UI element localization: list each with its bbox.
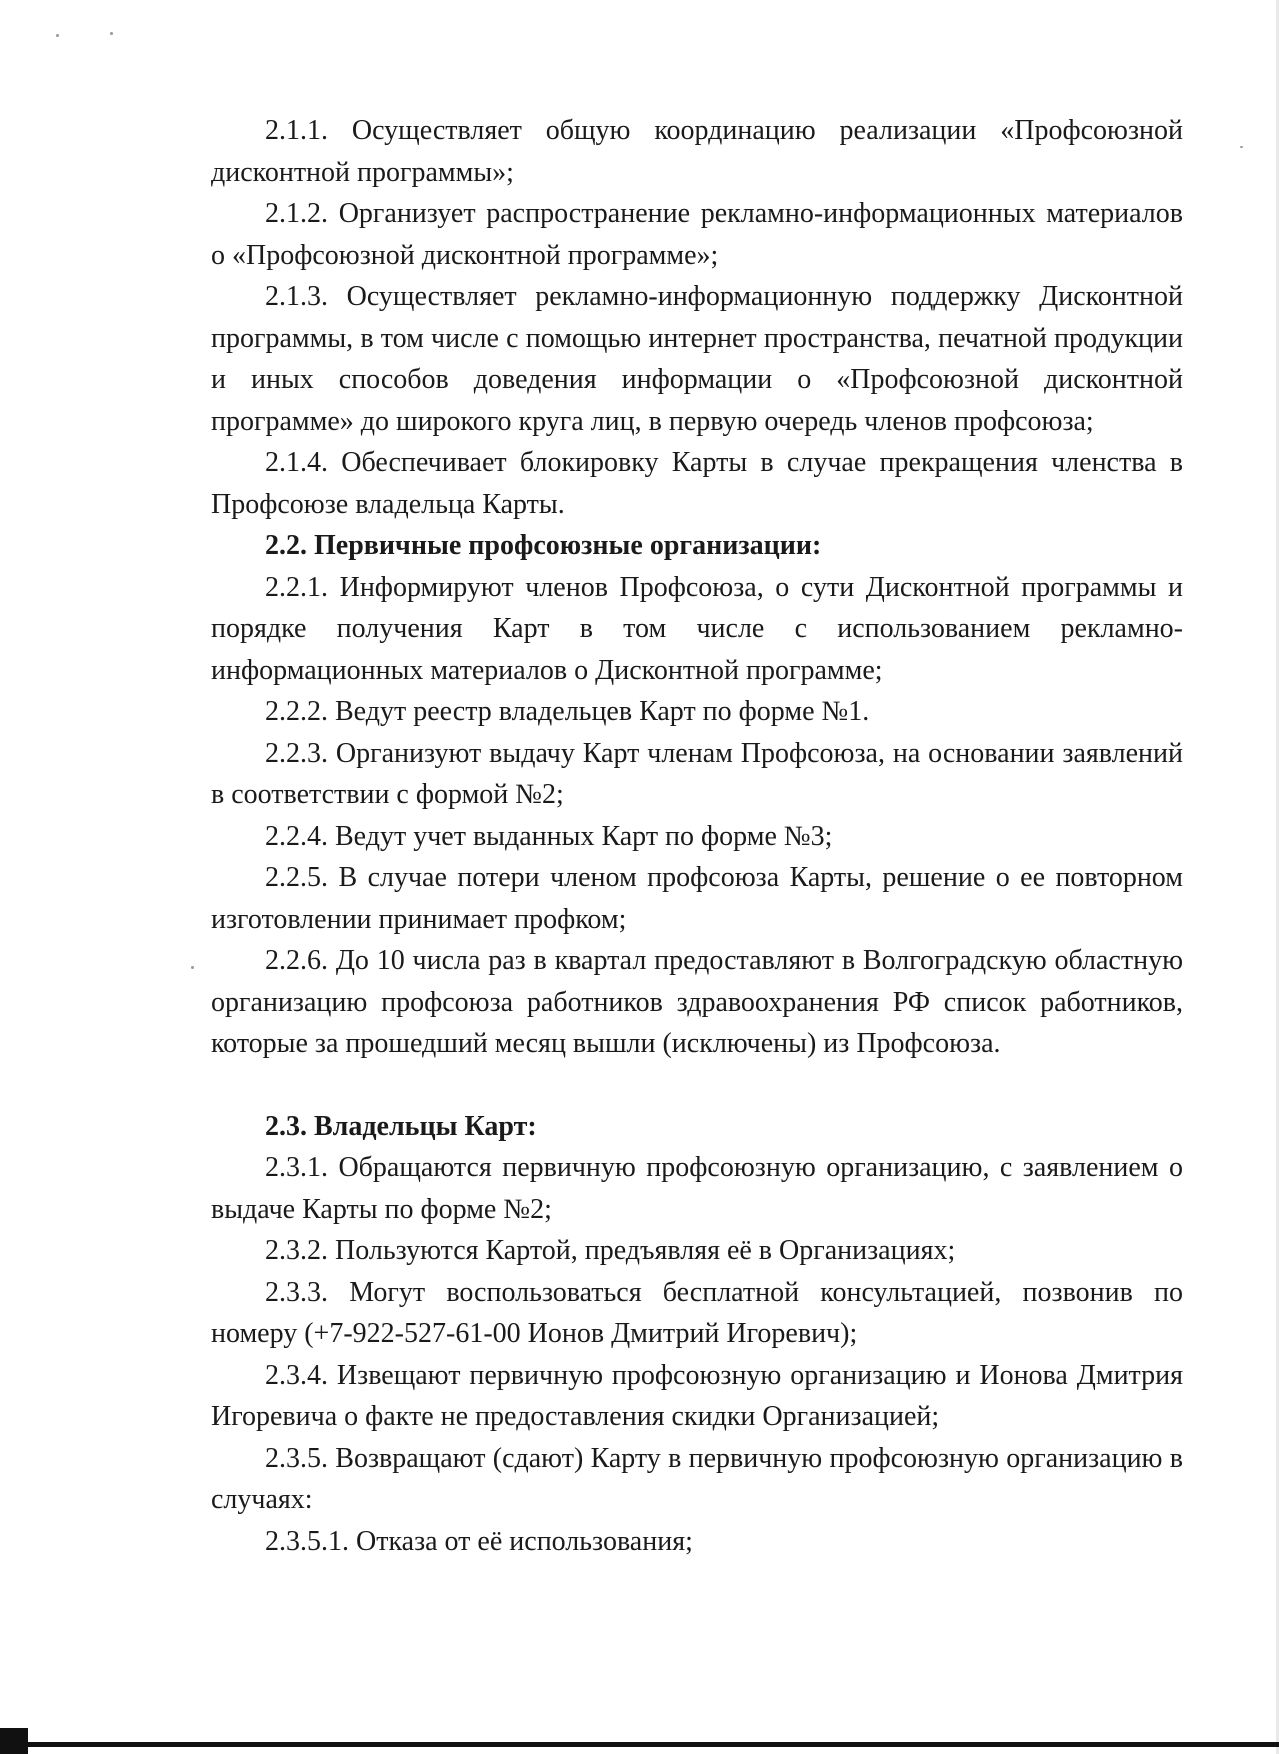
- paragraph-2-2-6: 2.2.6. До 10 числа раз в квартал предоставляют в Волгоградскую областную организацию профсоюза работников здравоохранения РФ список работников, которые за прошедший месяц вышли (исключены) из Профсоюза.: [211, 945, 1183, 1059]
- paragraph-2-3-1: 2.3.1. Обращаются первичную профсоюзную организацию, с заявлением о выдаче Карты по форме №2;: [211, 1152, 1183, 1225]
- paragraph-2-1-3: 2.1.3. Осуществляет рекламно-информационную поддержку Дисконтной программы, в том числе с помощью интернет пространства, печатной продукции и иных способов доведения информации о «Профсоюзной дисконтной программе» до широкого круга лиц, в первую очередь членов профсоюза;: [211, 281, 1183, 437]
- scan-corner-mark: [0, 1728, 28, 1754]
- paragraph-2-2-5: 2.2.5. В случае потери членом профсоюза Карты, решение о ее повторном изготовлении принимает профком;: [211, 862, 1183, 935]
- paragraph-2-2-2: 2.2.2. Ведут реестр владельцев Карт по форме №1.: [265, 696, 870, 727]
- paragraph-2-1-2: 2.1.2. Организует распространение рекламно-информационных материалов о «Профсоюзной дисконтной программе»;: [211, 198, 1183, 271]
- scan-speck: [110, 32, 113, 35]
- paragraph-2-2-4: 2.2.4. Ведут учет выданных Карт по форме №3;: [265, 820, 833, 852]
- section-heading-2-2: 2.2. Первичные профсоюзные организации:: [265, 530, 822, 561]
- scan-speck: [1240, 146, 1243, 148]
- paragraph-2-1-4: 2.1.4. Обеспечивает блокировку Карты в случае прекращения членства в Профсоюзе владельца Карты.: [211, 447, 1183, 520]
- scan-speck: [56, 34, 59, 37]
- paragraph-2-3-2: 2.3.2. Пользуются Картой, предъявляя её в Организациях;: [265, 1235, 956, 1266]
- scan-edge-bottom: [0, 1742, 1279, 1747]
- paragraph-2-3-4: 2.3.4. Извещают первичную профсоюзную организацию и Ионова Дмитрия Игоревича о факте не предоставления скидки Организацией;: [211, 1359, 1183, 1432]
- document-body: [211, 110, 1183, 1562]
- paragraph-2-2-1: 2.2.1. Информируют членов Профсоюза, о сути Дисконтной программы и порядке получения Карт в том числе с использованием рекламно-информационных материалов о Дисконтной программе;: [211, 571, 1183, 686]
- paragraph-2-2-3: 2.2.3. Организуют выдачу Карт членам Профсоюза, на основании заявлений в соответствии с формой №2;: [211, 737, 1183, 810]
- section-heading-2-3: 2.3. Владельцы Карт:: [265, 1110, 537, 1142]
- scan-speck: [191, 966, 194, 969]
- paragraph-2-1-1: 2.1.1. Осуществляет общую координацию реализации «Профсоюзной дисконтной программы»;: [211, 115, 1183, 188]
- paragraph-2-3-3: 2.3.3. Могут воспользоваться бесплатной консультацией, позвонив по номеру (+7-922-527-61-00 Ионов Дмитрий Игоревич);: [211, 1276, 1183, 1349]
- paragraph-2-3-5: 2.3.5. Возвращают (сдают) Карту в первичную профсоюзную организацию в случаях:: [211, 1442, 1183, 1515]
- paragraph-2-3-5-1: 2.3.5.1. Отказа от её использования;: [265, 1525, 693, 1557]
